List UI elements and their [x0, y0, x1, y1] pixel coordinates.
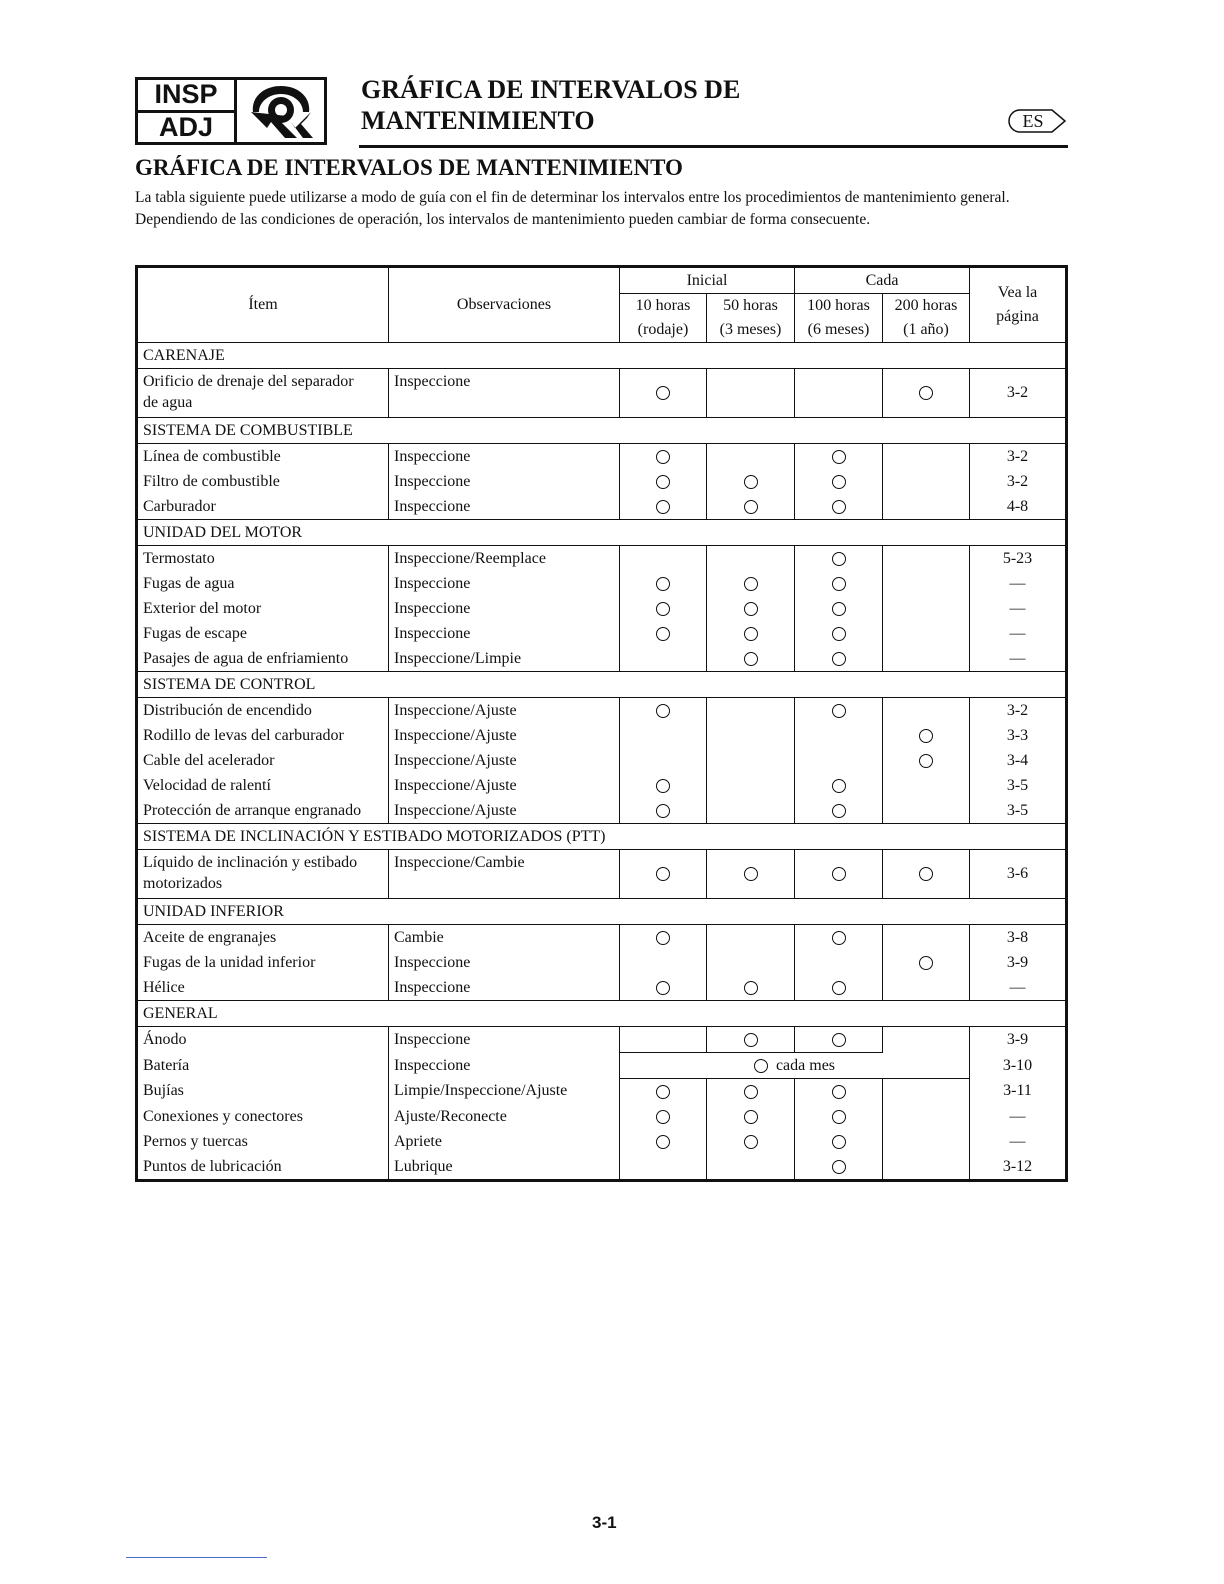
- table-row: [137, 975, 1067, 1001]
- obs-cell: Cambie: [389, 925, 620, 951]
- obs-cell: Inspeccione/Ajuste: [389, 723, 620, 748]
- item-cell: Puntos de lubricación: [137, 1154, 389, 1181]
- table-header-row: [137, 267, 1067, 294]
- check-mark: [832, 1085, 846, 1099]
- check-mark: [656, 475, 670, 489]
- check-mark: [754, 1059, 768, 1073]
- obs-cell: Inspeccione/Limpie: [389, 646, 620, 672]
- page-number: 3-1: [592, 1513, 617, 1532]
- table-row: [137, 748, 1067, 773]
- battery-monthly-note: cada mes: [620, 1053, 970, 1079]
- page-ref: 3-8: [970, 925, 1067, 951]
- check-mark: [832, 867, 846, 881]
- obs-cell: Inspeccione: [389, 444, 620, 470]
- check-mark: [656, 931, 670, 945]
- check-mark: [656, 450, 670, 464]
- obs-cell: Ajuste/Reconecte: [389, 1104, 620, 1129]
- obs-cell: Inspeccione: [389, 494, 620, 520]
- check-mark: [656, 1110, 670, 1124]
- table-row: [137, 546, 1067, 572]
- page-ref: 3-12: [970, 1154, 1067, 1181]
- check-mark: [919, 867, 933, 881]
- item-cell: Ánodo: [137, 1027, 389, 1053]
- check-mark: [832, 804, 846, 818]
- footer-rule: [126, 1557, 267, 1558]
- check-mark: [832, 704, 846, 718]
- table-row: [137, 571, 1067, 596]
- check-mark: [656, 1085, 670, 1099]
- page-ref: —: [970, 1129, 1067, 1154]
- table-row: [137, 369, 1067, 418]
- item-cell: Línea de combustible: [137, 444, 389, 470]
- obs-cell: Inspeccione: [389, 975, 620, 1001]
- check-mark: [919, 754, 933, 768]
- check-mark: [832, 475, 846, 489]
- section-row: [137, 672, 1067, 698]
- page-ref: 3-5: [970, 773, 1067, 798]
- obs-cell: Inspeccione: [389, 621, 620, 646]
- section-row: [137, 824, 1067, 850]
- col-header-page: Vea la página: [970, 267, 1067, 343]
- section-label: SISTEMA DE INCLINACIÓN Y ESTIBADO MOTORIZADOS (PTT): [137, 824, 1067, 850]
- obs-cell: Inspeccione/Ajuste: [389, 773, 620, 798]
- item-cell: Conexiones y conectores: [137, 1104, 389, 1129]
- check-mark: [744, 475, 758, 489]
- col-header-observations: Observaciones: [389, 267, 620, 343]
- check-mark: [832, 450, 846, 464]
- item-cell: Pernos y tuercas: [137, 1129, 389, 1154]
- check-mark: [656, 602, 670, 616]
- table-row: [137, 698, 1067, 724]
- check-mark: [656, 577, 670, 591]
- obs-cell: Inspeccione: [389, 369, 620, 418]
- page-ref: 3-2: [970, 698, 1067, 724]
- item-cell: Fugas de la unidad inferior: [137, 950, 389, 975]
- check-mark: [744, 1135, 758, 1149]
- page-ref: 4-8: [970, 494, 1067, 520]
- section-label: UNIDAD INFERIOR: [137, 899, 1067, 925]
- check-mark: [919, 386, 933, 400]
- col-header-initial: Inicial: [620, 267, 795, 294]
- page-ref: 3-9: [970, 950, 1067, 975]
- header-title: GRÁFICA DE INTERVALOS DE MANTENIMIENTO: [361, 75, 741, 135]
- section-row: [137, 1001, 1067, 1027]
- check-mark: [656, 1135, 670, 1149]
- section-label: SISTEMA DE CONTROL: [137, 672, 1067, 698]
- check-mark: [832, 552, 846, 566]
- language-code: ES: [1022, 111, 1044, 131]
- obs-cell: Inspeccione: [389, 469, 620, 494]
- item-cell: Protección de arranque engranado: [137, 798, 389, 824]
- page-ref: —: [970, 571, 1067, 596]
- section-title: GRÁFICA DE INTERVALOS DE MANTENIMIENTO: [135, 155, 683, 180]
- page-ref: 3-10: [970, 1053, 1067, 1079]
- table-row: [137, 798, 1067, 824]
- item-cell: Cable del acelerador: [137, 748, 389, 773]
- check-mark: [744, 577, 758, 591]
- check-mark: [919, 956, 933, 970]
- check-mark: [832, 1033, 846, 1047]
- check-mark: [656, 779, 670, 793]
- check-mark: [656, 500, 670, 514]
- table-row: [137, 1129, 1067, 1154]
- item-cell: Bujías: [137, 1079, 389, 1105]
- check-mark: [656, 867, 670, 881]
- check-mark: [656, 704, 670, 718]
- item-cell: Rodillo de levas del carburador: [137, 723, 389, 748]
- intro-paragraph: La tabla siguiente puede utilizarse a modo de guía con el fin de determinar los intervalos entre los procedimientos de mantenimiento general.: [135, 189, 1010, 206]
- item-cell: Distribución de encendido: [137, 698, 389, 724]
- check-mark: [832, 1160, 846, 1174]
- obs-cell: Inspeccione/Reemplace: [389, 546, 620, 572]
- obs-cell: Inspeccione/Ajuste: [389, 798, 620, 824]
- check-mark: [744, 981, 758, 995]
- page-ref: 3-4: [970, 748, 1067, 773]
- obs-cell: Inspeccione/Cambie: [389, 850, 620, 899]
- check-mark: [744, 627, 758, 641]
- col-header-200h: 200 horas (1 año): [883, 294, 970, 343]
- check-mark: [832, 779, 846, 793]
- obs-cell: Inspeccione: [389, 1027, 620, 1053]
- page-ref: 3-2: [970, 469, 1067, 494]
- check-mark: [832, 652, 846, 666]
- check-mark: [744, 652, 758, 666]
- check-mark: [744, 500, 758, 514]
- item-cell: Batería: [137, 1053, 389, 1079]
- table-row: [137, 773, 1067, 798]
- item-cell: Filtro de combustible: [137, 469, 389, 494]
- table-row: [137, 646, 1067, 672]
- section-row: [137, 343, 1067, 369]
- check-mark: [744, 1110, 758, 1124]
- item-cell: Termostato: [137, 546, 389, 572]
- item-cell: Velocidad de ralentí: [137, 773, 389, 798]
- logo-adj-text: ADJ: [158, 111, 213, 142]
- table-row: [137, 1079, 1067, 1105]
- check-mark: [656, 386, 670, 400]
- page-ref: 3-2: [970, 444, 1067, 470]
- check-mark: [744, 602, 758, 616]
- section-row: [137, 418, 1067, 444]
- obs-cell: Inspeccione/Ajuste: [389, 748, 620, 773]
- check-mark: [832, 981, 846, 995]
- col-header-every: Cada: [795, 267, 970, 294]
- col-header-50h: 50 horas (3 meses): [707, 294, 795, 343]
- obs-cell: Inspeccione: [389, 1053, 620, 1079]
- page-ref: 3-11: [970, 1079, 1067, 1105]
- check-mark: [832, 577, 846, 591]
- section-row: [137, 899, 1067, 925]
- page-ref: 3-2: [970, 369, 1067, 418]
- wrench-icon: [237, 80, 324, 142]
- table-row: [137, 494, 1067, 520]
- check-mark: [744, 867, 758, 881]
- item-cell: Exterior del motor: [137, 596, 389, 621]
- header-rule: [359, 145, 1068, 148]
- obs-cell: Apriete: [389, 1129, 620, 1154]
- table-row: [137, 850, 1067, 899]
- section-label: SISTEMA DE COMBUSTIBLE: [137, 418, 1067, 444]
- table-row: [137, 621, 1067, 646]
- table-row: [137, 469, 1067, 494]
- page-ref: —: [970, 596, 1067, 621]
- obs-cell: Limpie/Inspeccione/Ajuste: [389, 1079, 620, 1105]
- page-ref: —: [970, 621, 1067, 646]
- check-mark: [832, 627, 846, 641]
- item-cell: Líquido de inclinación y estibado motorizados: [137, 850, 389, 899]
- section-label: CARENAJE: [137, 343, 1067, 369]
- check-mark: [832, 500, 846, 514]
- page-ref: 5-23: [970, 546, 1067, 572]
- col-header-100h: 100 horas (6 meses): [795, 294, 883, 343]
- table-row: [137, 1027, 1067, 1053]
- intro-paragraph: Dependiendo de las condiciones de operación, los intervalos de mantenimiento pueden cambiar de forma consecuente.: [135, 211, 871, 228]
- check-mark: [832, 602, 846, 616]
- table-row: [137, 925, 1067, 951]
- language-badge: [1006, 108, 1068, 134]
- insp-adj-logo: [135, 77, 327, 145]
- obs-cell: Inspeccione: [389, 596, 620, 621]
- check-mark: [656, 627, 670, 641]
- check-mark: [832, 1110, 846, 1124]
- item-cell: Fugas de agua: [137, 571, 389, 596]
- table-row: [137, 950, 1067, 975]
- col-header-item: Ítem: [137, 267, 389, 343]
- table-row: [137, 596, 1067, 621]
- check-mark: [656, 981, 670, 995]
- page-ref: 3-9: [970, 1027, 1067, 1053]
- check-mark: [656, 804, 670, 818]
- section-label: GENERAL: [137, 1001, 1067, 1027]
- table-row: [137, 1154, 1067, 1181]
- col-header-10h: 10 horas (rodaje): [620, 294, 707, 343]
- check-mark: [744, 1033, 758, 1047]
- section-label: UNIDAD DEL MOTOR: [137, 520, 1067, 546]
- page-ref: —: [970, 1104, 1067, 1129]
- intro-text: [135, 187, 1070, 231]
- obs-cell: Inspeccione: [389, 571, 620, 596]
- obs-cell: Lubrique: [389, 1154, 620, 1181]
- check-mark: [919, 729, 933, 743]
- page-header: [135, 74, 1068, 148]
- item-cell: Pasajes de agua de enfriamiento: [137, 646, 389, 672]
- table-row: [137, 1104, 1067, 1129]
- section-row: [137, 520, 1067, 546]
- logo-insp-text: INSP: [138, 80, 234, 113]
- page-ref: 3-3: [970, 723, 1067, 748]
- item-cell: Orificio de drenaje del separador de agua: [137, 369, 389, 418]
- table-row: [137, 444, 1067, 470]
- check-mark: [832, 931, 846, 945]
- item-cell: Aceite de engranajes: [137, 925, 389, 951]
- table-row: [137, 1053, 1067, 1079]
- item-cell: Fugas de escape: [137, 621, 389, 646]
- maintenance-table: [135, 265, 1068, 1182]
- item-cell: Carburador: [137, 494, 389, 520]
- page-ref: —: [970, 975, 1067, 1001]
- item-cell: Hélice: [137, 975, 389, 1001]
- check-mark: [832, 1135, 846, 1149]
- page-ref: 3-5: [970, 798, 1067, 824]
- obs-cell: Inspeccione: [389, 950, 620, 975]
- page-ref: 3-6: [970, 850, 1067, 899]
- obs-cell: Inspeccione/Ajuste: [389, 698, 620, 724]
- check-mark: [744, 1085, 758, 1099]
- table-row: [137, 723, 1067, 748]
- page-ref: —: [970, 646, 1067, 672]
